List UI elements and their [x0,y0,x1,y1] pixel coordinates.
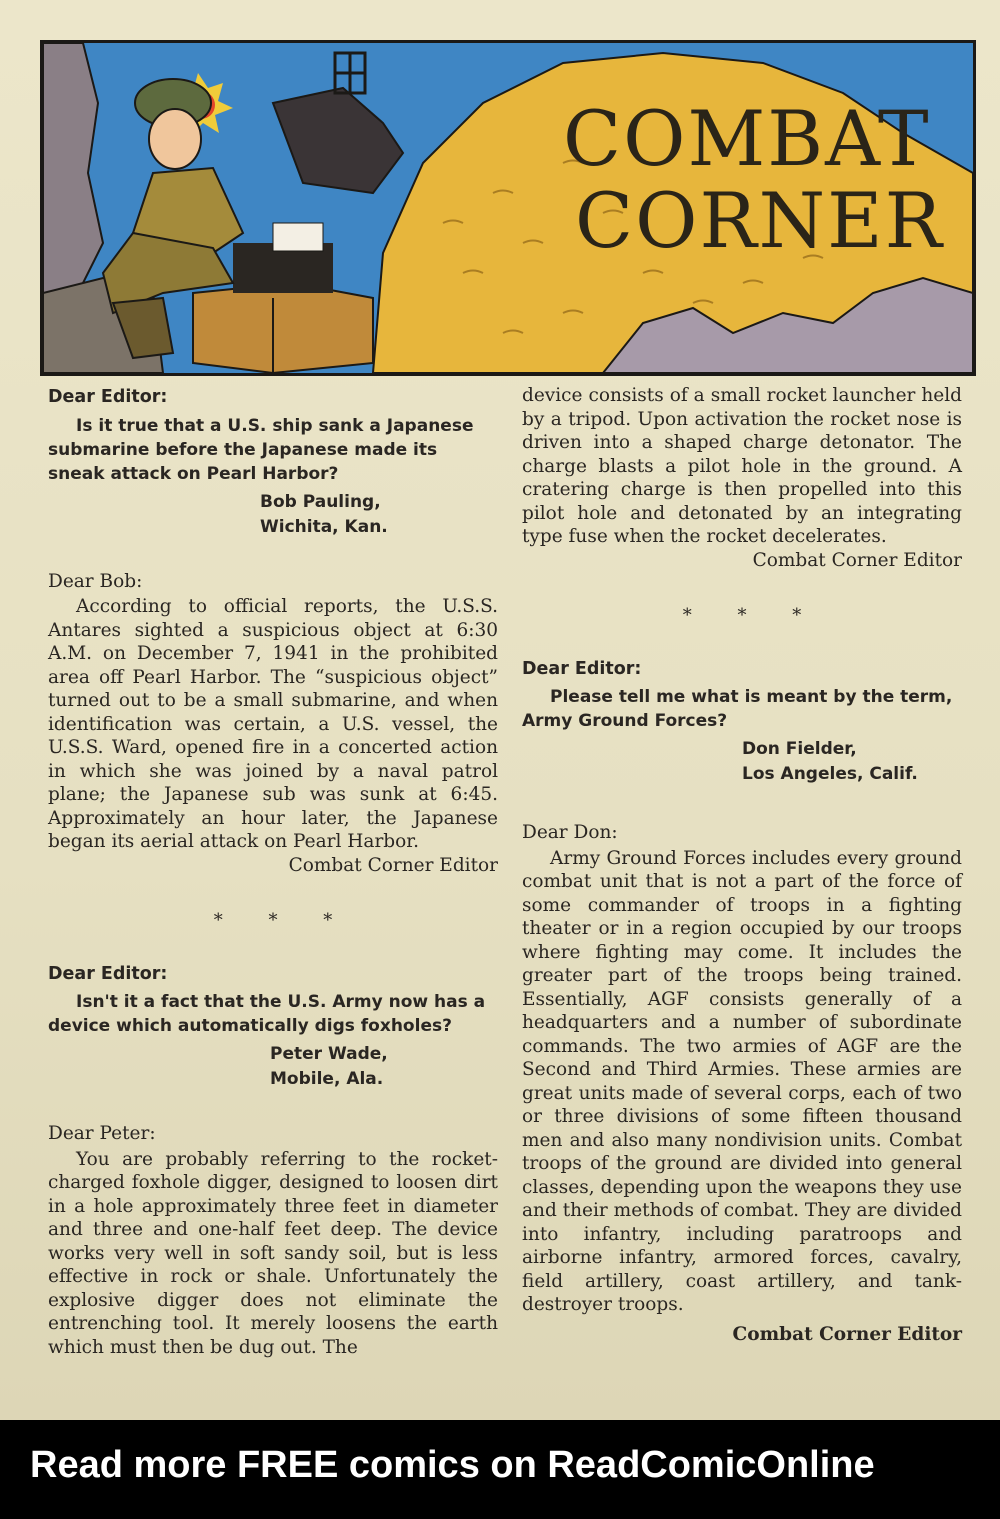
letter-2-question: Isn't it a fact that the U.S. Army now has a device which automatically digs foxholes? [48,992,486,1036]
banner-title-line-1: COMBAT [563,94,931,183]
separator-1: * * * [213,910,333,931]
letter-3-signoff: Combat Corner Editor [732,1323,962,1345]
letter-2-reply-part-1: You are probably referring to the rocket-charged foxhole digger, designed to loosen dirt in a hole approximately three feet in diameter and three and one-half feet deep. The device works very well in soft sandy soil, but is less effective in rock or shale. Unfortunately the explosive digger does not eliminate the entrenching tool. It merely loosens the earth which must then be dug out. The [48,1148,498,1358]
letter-1-name: Bob Pauling, [260,491,381,512]
letter-1-signature [48,490,498,540]
letter-1-greeting: Dear Editor: [48,387,168,407]
letter-2-signoff: Combat Corner Editor [752,549,962,571]
letter-1-signoff: Combat Corner Editor [288,854,498,876]
letter-3-reply: Army Ground Forces includes every ground combat unit that is not a part of the force of some commander of troops in a fighting theater or in a region occupied by our troops where fighting may come. It includes the greater part of the troops being trained. Essentially, AGF consists generally of a headquarters and a number of subordinate commands. The two armies of AGF are the Second and Third Armies. These armies are great units made of several corps, each of two or three divisions of some fifteen thousand men and also many nondivision units. Combat troops of the ground are divided into general classes, depending upon the weapons they use and their methods of combat. They are divided into infantry, including paratroops and airborne infantry, armored forces, cavalry, field artillery, coast artillery, and tank-destroyer troops. [522,847,962,1315]
letter-1-reply: According to official reports, the U.S.S. Antares sighted a suspicious object at 6:30 A.M. on December 7, 1941 in the prohibited area off Pearl Harbor. The “suspicious object” turned out to be a small submarine, and when identification was certain, a U.S. vessel, the U.S.S. Ward, opened fire in a concerted action in which she was joined by a naval patrol plane; the Japanese sub was sunk at 6:45. Approximately an hour later, the Japanese began its aerial attack on Pearl Harbor. [48,596,498,852]
letter-2-reply-greeting: Dear Peter: [48,1123,156,1144]
banner-title-line-2: CORNER [575,176,944,265]
footer-banner [0,1420,1000,1519]
letter-3-greeting: Dear Editor: [522,658,642,679]
letter-3-name: Don Fielder, [742,739,857,759]
left-column [48,386,498,1359]
separator-2: * * * [682,605,802,626]
letter-2-greeting: Dear Editor: [48,963,168,984]
right-column [522,384,962,1346]
letter-2-signature [48,1042,498,1092]
letter-3-question: Please tell me what is meant by the term, Army Ground Forces? [522,687,953,731]
letter-2-name: Peter Wade, [270,1044,388,1064]
letter-1-question: Is it true that a U.S. ship sank a Japanese submarine before the Japanese made its sneak attack on Pearl Harbor? [48,415,474,484]
footer-text: Read more FREE comics on ReadComicOnline [30,1444,875,1486]
letter-1-location: Wichita, Kan. [260,516,388,537]
combat-corner-banner [40,40,976,376]
letter-1-reply-greeting: Dear Bob: [48,570,143,592]
letter-2-location: Mobile, Ala. [270,1069,384,1089]
letter-3-reply-greeting: Dear Don: [522,822,618,843]
letter-3-location: Los Angeles, Calif. [742,764,918,784]
letter-2-reply-part-2: device consists of a small rocket launcher held by a tripod. Upon activation the rocket nose is driven into a shaped charge detonator. The charge blasts a pilot hole in the ground. A cratering charge is then propelled into this pilot hole and detonated by an integrating type fuse when the rocket decelerates. [522,385,962,547]
letter-3-signature [522,737,962,787]
